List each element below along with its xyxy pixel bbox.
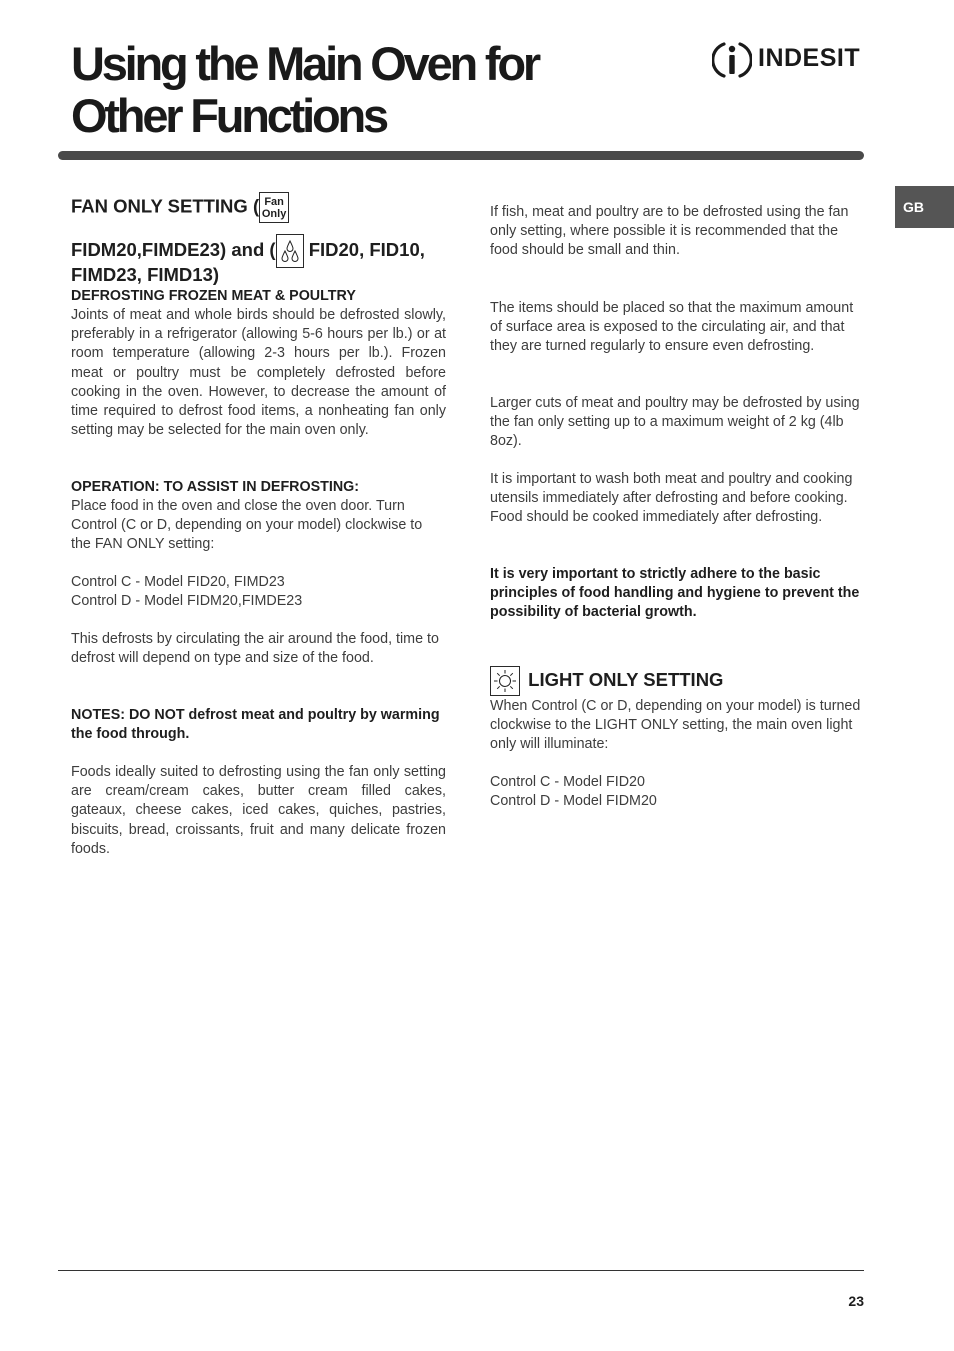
brand-i-icon — [712, 38, 752, 82]
suitable-foods-text: Foods ideally suited to defrosting using the fan only setting are cream/cream cakes, butter cream filled cakes, gateaux, cheese cakes, iced cakes, quiches, pastries, biscuits, bread, croissants, fruit and many delicate frozen foods. — [71, 764, 446, 857]
language-tab: GB — [895, 186, 954, 228]
defrosting-subheading: DEFROSTING FROZEN MEAT & POULTRY — [71, 288, 356, 304]
fan-only-heading-line2 — [71, 234, 425, 268]
light-bulb-icon — [490, 666, 520, 696]
fan-only-heading-line1 — [71, 192, 289, 223]
page-title-line1: Using the Main Oven for — [71, 37, 538, 90]
placement-text: The items should be placed so that the maximum amount of surface area is exposed to the circulating air, and that they are turned regularly to ensure even defrosting. — [490, 300, 854, 355]
control-d-model: Control D - Model FIDM20,FIMDE23 — [71, 593, 303, 609]
light-control-d-model: Control D - Model FIDM20 — [490, 793, 657, 809]
page-title — [71, 38, 631, 142]
fan-only-icon — [259, 192, 289, 223]
fan-icon-label-fan: Fan — [264, 196, 284, 208]
control-c-model: Control C - Model FID20, FIMD23 — [71, 574, 285, 590]
brand-name: INDESIT — [758, 44, 861, 72]
hygiene-warning: It is very important to strictly adhere to the basic principles of food handling and hygiene to prevent the possibility of bacterial growth. — [490, 566, 860, 621]
light-only-text: When Control (C or D, depending on your model) is turned clockwise to the LIGHT ONLY setting, the main oven light only will illuminate: — [490, 698, 861, 753]
fan-icon-label-only: Only — [261, 208, 287, 220]
fan-only-heading-models-2: FID20, FID10, — [308, 238, 425, 260]
light-control-c-model: Control C - Model FID20 — [490, 774, 645, 790]
fan-only-heading-text: FAN ONLY SETTING ( — [71, 195, 260, 217]
wash-text: It is important to wash both meat and poultry and cooking utensils immediately after defrosting and before cooking. Food should be cooked immediately after defrosting. — [490, 471, 853, 526]
fan-only-heading-models: FIDM20,FIMDE23) and ( — [71, 238, 276, 260]
fish-text: If fish, meat and poultry are to be defrosted using the fan only setting, where possible it is recommended that the food should be small and thin. — [490, 204, 849, 259]
defrosting-intro: Joints of meat and whole birds should be defrosted slowly, preferably in a refrigerator (allowing 5-6 hours per lb.) or at room temperature (allowing 2-3 hours per lb.). Frozen meat or poultry must be completely defrosted before cooking in the oven. However, to decrease the amount of time required to defrost food items, a nonheating fan only setting may be selected for the main oven only. — [71, 307, 446, 439]
operation-heading: OPERATION: TO ASSIST IN DEFROSTING: — [71, 479, 360, 495]
circulating-text: This defrosts by circulating the air around the food, time to defrost will depend on type and size of the food. — [71, 631, 439, 667]
operation-text: Place food in the oven and close the oven door. Turn Control (C or D, depending on your model) clockwise to the FAN ONLY setting: — [71, 498, 423, 553]
light-only-heading-text: LIGHT ONLY SETTING — [528, 668, 724, 690]
defrost-icon — [276, 234, 304, 268]
fan-only-heading-line3: FIMD23, FIMD13) — [71, 264, 220, 285]
footer-divider — [58, 1270, 864, 1271]
page-number: 23 — [848, 1293, 864, 1309]
header-divider — [58, 151, 864, 160]
light-only-heading — [490, 666, 723, 696]
page-title-line2: Other Functions — [71, 89, 386, 142]
brand-logo — [712, 38, 864, 82]
notes-text: NOTES: DO NOT defrost meat and poultry by warming the food through. — [71, 707, 440, 743]
larger-cuts-text: Larger cuts of meat and poultry may be defrosted by using the fan only setting up to a maximum weight of 2 kg (4lb 8oz). — [490, 395, 860, 450]
